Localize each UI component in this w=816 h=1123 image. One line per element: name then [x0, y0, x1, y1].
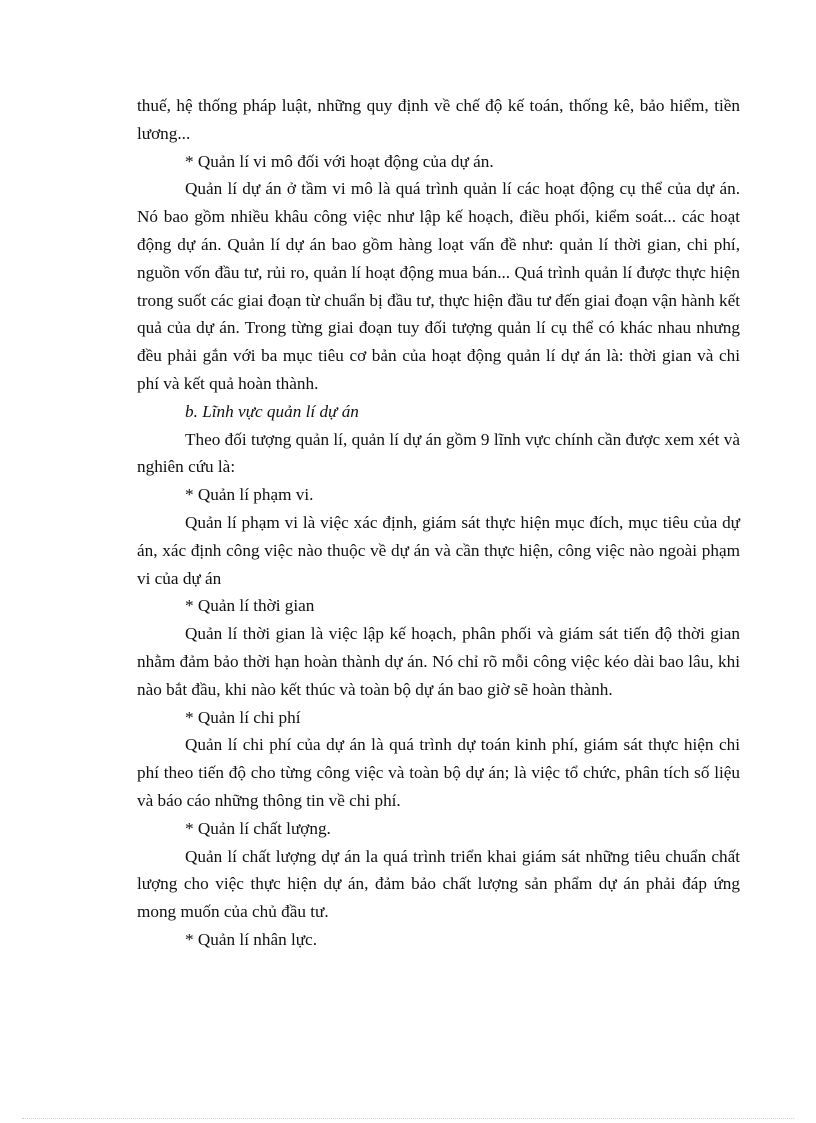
- paragraph-scope-management: Quản lí phạm vi là việc xác định, giám sát thực hiện mục đích, mục tiêu của dự án, xác định công việc nào thuộc về dự án và cần thực hiện, công việc nào ngoài phạm vi của dự án: [137, 512, 740, 588]
- document-page: [137, 92, 740, 954]
- bullet-micro-management: * Quản lí vi mô đối với hoạt động của dự án.: [185, 151, 494, 171]
- paragraph-cost-management: Quản lí chi phí của dự án là quá trình dự toán kinh phí, giám sát thực hiện chi phí theo tiến độ cho từng công việc và toàn bộ dự án; là việc tổ chức, phân tích số liệu và báo cáo những thông tin về chi phí.: [137, 735, 740, 810]
- page-bottom-divider: [22, 1118, 794, 1119]
- bullet-human-resource-management: * Quản lí nhân lực.: [185, 929, 317, 949]
- bullet-scope-management: * Quản lí phạm vi.: [185, 485, 314, 505]
- bullet-time-management: * Quản lí thời gian: [185, 596, 315, 616]
- paragraph-micro-management: Quản lí dự án ở tầm vi mô là quá trình quản lí các hoạt động cụ thể của dự án. Nó bao gồm nhiều khâu công việc như lập kế hoạch, điều phối, kiểm soát... các hoạt động dự án. Quản lí dự án bao gồm hàng loạt vấn đề như: quản lí thời gian, chi phí, nguồn vốn đầu tư, rủi ro, quản lí hoạt động mua bán... Quá trình quản lí được thực hiện trong suốt các giai đoạn từ chuẩn bị đầu tư, thực hiện đầu tư đến giai đoạn vận hành kết quả của dự án. Trong từng giai đoạn tuy đối tượng quản lí cụ thể có khác nhau nhưng đều phải gắn với ba mục tiêu cơ bản của hoạt động quản lí dự án là: thời gian và chi phí và kết quả hoàn thành.: [137, 179, 740, 393]
- paragraph-nine-areas: Theo đối tượng quản lí, quản lí dự án gồm 9 lĩnh vực chính cần được xem xét và nghiên cứu là:: [137, 429, 740, 477]
- paragraph-quality-management: Quản lí chất lượng dự án la quá trình triển khai giám sát những tiêu chuẩn chất lượng cho việc thực hiện dự án, đảm bảo chất lượng sản phẩm dự án phải đáp ứng mong muốn của chủ đầu tư.: [137, 846, 740, 922]
- section-heading: b. Lĩnh vực quản lí dự án: [185, 401, 359, 421]
- paragraph-intro-continuation: thuế, hệ thống pháp luật, những quy định về chế độ kế toán, thống kê, bảo hiểm, tiền lương...: [137, 96, 740, 143]
- bullet-cost-management: * Quản lí chi phí: [185, 707, 301, 727]
- paragraph-time-management: Quản lí thời gian là việc lập kế hoạch, phân phối và giám sát tiến độ thời gian nhằm đảm bảo thời hạn hoàn thành dự án. Nó chỉ rõ mỗi công việc kéo dài bao lâu, khi nào bắt đầu, khi nào kết thúc và toàn bộ dự án bao giờ sẽ hoàn thành.: [137, 624, 740, 699]
- bullet-quality-management: * Quản lí chất lượng.: [185, 818, 331, 838]
